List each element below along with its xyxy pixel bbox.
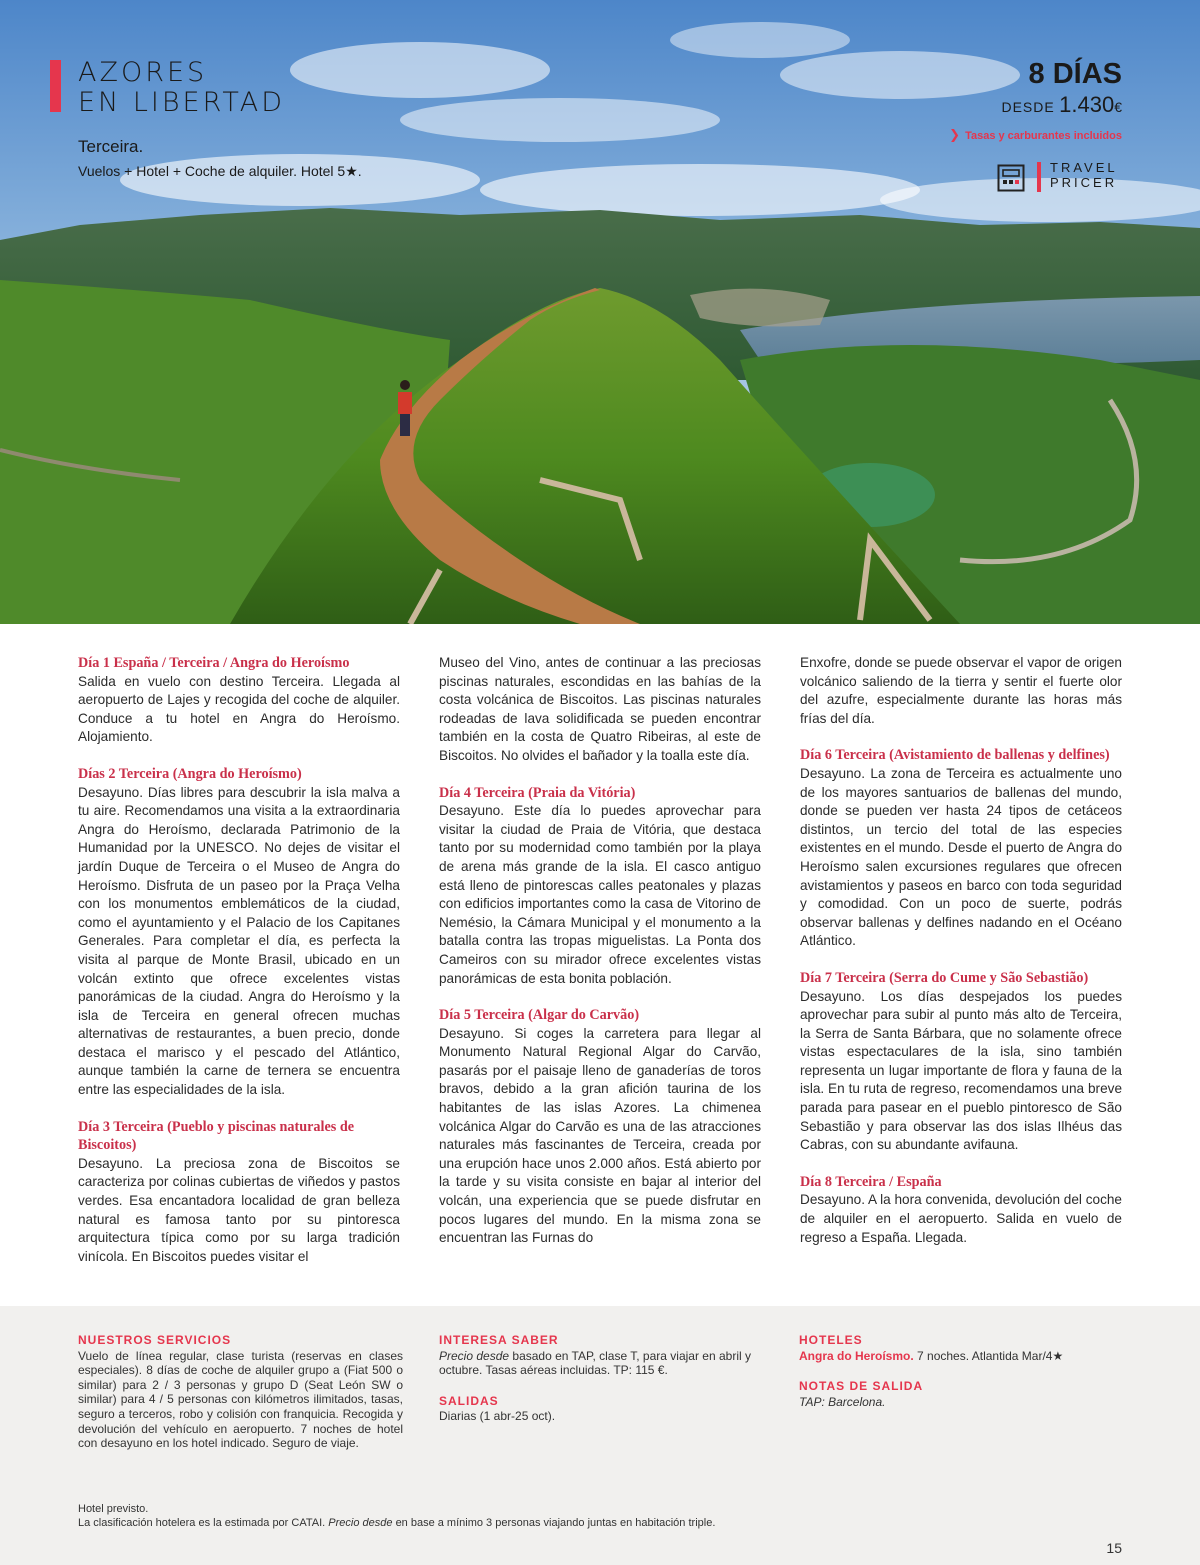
services-section bbox=[78, 1333, 403, 1451]
day-description: Salida en vuelo con destino Terceira. Llegada al aeropuerto de Lajes y recogida del coche de alquiler. Conduce a tu hotel en Angra do Heroísmo. Alojamiento. bbox=[78, 673, 400, 745]
price-from-label: Precio desde bbox=[439, 1348, 510, 1363]
itinerary-day-6 bbox=[800, 746, 1122, 951]
day-title: Día 3 Terceira (Pueblo y piscinas naturales de Biscoitos) bbox=[78, 1118, 355, 1154]
day-title: Día 4 Terceira (Praia da Vitória) bbox=[439, 784, 636, 801]
footer-price-from: Precio desde bbox=[328, 1517, 393, 1529]
itinerary-day-5-continued bbox=[800, 654, 1122, 728]
departure-notes-block bbox=[799, 1379, 1129, 1409]
day-description: Desayuno. Este día lo puedes aprovechar para visitar la ciudad de Praia de Vitória, que destaca tanto por su modernidad como también por la playa de arena más grande de la isla. El casco antiguo está lleno de pintorescas calles peatonales y plazas con edificios importantes como la casa de Vitorino de Nemésio, la Cámara Municipal y el monumento a la batalla contra las tropas miguelistas. La Ponta dos Cameiros con su mirador ofrece excelentes vistas panorámicas de esta bonita población. bbox=[439, 803, 761, 986]
taxes-note bbox=[949, 127, 1122, 143]
departure-notes-heading: NOTAS DE SALIDA bbox=[799, 1379, 924, 1394]
day-description-continued: Enxofre, donde se puede observar el vapor de origen volcánico saliendo de la tierra y sentir el fuerte olor del azufre, especialmente durante las horas más frías del día. bbox=[800, 655, 1122, 726]
hotel-city: Angra do Heroísmo. bbox=[799, 1348, 914, 1363]
title-text bbox=[78, 58, 438, 118]
travel-pricer-text bbox=[1050, 160, 1118, 190]
day-description: Desayuno. A la hora convenida, devolución del coche de alquiler en el aeropuerto. Salida en vuelo de regreso a España. Llegada. bbox=[800, 1192, 1122, 1245]
day-title: Día 5 Terceira (Algar do Carvão) bbox=[439, 1007, 640, 1024]
itinerary-column-3 bbox=[800, 654, 1122, 1265]
day-description: Desayuno. La zona de Terceira es actualmente uno de los mayores santuarios de ballenas del mundo, donde se pueden ver hasta 24 tipos de cetáceos distintos, un tercio del total de las especies existentes en el mundo. Desde el puerto de Angra do Heroísmo salen excursiones regulares que ofrecen avistamientos y paseos en barco con toda seguridad y comodidad. Con un poco de suerte, podrás observar ballenas y delfines nadando en el Océano Atlántico. bbox=[800, 765, 1122, 949]
footer-line-2 bbox=[78, 1516, 715, 1530]
itinerary-day-8 bbox=[800, 1173, 1122, 1247]
salidas-block bbox=[439, 1394, 769, 1424]
services-text: Vuelo de línea regular, clase turista (reservas en clases especiales). 8 días de coche de alquiler grupo a (Fiat 500 o similar) para 2 / 3 personas y grupo D (Seat León SW o similar) para 4 / 5 personas con kilómetros ilimitados, tasas, seguro a terceros, robo y colisión con franquicia. Recogida y devolución del vehículo en aeropuerto. 7 noches de hotel con desayuno en los hotel indicado. Seguro de viaje. bbox=[78, 1348, 403, 1451]
taxes-note-text: Tasas y carburantes incluidos bbox=[965, 130, 1122, 142]
itinerary-day-4 bbox=[439, 784, 761, 989]
title-line-2: EN LIBERTAD bbox=[78, 87, 286, 118]
hotels-section bbox=[799, 1333, 1129, 1425]
itinerary-day-3 bbox=[78, 1118, 400, 1267]
interesa-saber-section bbox=[439, 1333, 769, 1440]
title-accent-bar bbox=[50, 60, 61, 112]
day-description: Desayuno. Los días despejados los puedes aprovechar para subir al punto más alto de Terceira, la Serra de Santa Bárbara, que no solamente ofrece vistas espectaculares de la isla, sino también representa un lugar importante de flora y fauna de la isla. En tu ruta de regreso, recomendamos una breve parada para pasear en el pueblo pintoresco de São Sebastião y para observar las dos islas Ilhéus das Cabras, con su abundante avifauna. bbox=[800, 988, 1122, 1153]
title-line-1: AZORES bbox=[78, 57, 208, 88]
services-heading: NUESTROS SERVICIOS bbox=[78, 1333, 232, 1347]
calculator-icon bbox=[997, 164, 1025, 192]
footer-notes bbox=[78, 1502, 715, 1530]
itinerary-column-1 bbox=[78, 654, 400, 1284]
travel-pricer-line-1: TRAVEL bbox=[1050, 160, 1118, 175]
interesa-saber-body: basado en TAP, clase T, para viajar en abril y octubre. Tasas aéreas incluidas. TP: 115 €. bbox=[439, 1348, 751, 1378]
salidas-text: Diarias (1 abr-25 oct). bbox=[439, 1409, 556, 1424]
day-description: Desayuno. Si coges la carretera para llegar al Monumento Natural Regional Algar do Carvão, pasarás por el paisaje lleno de ganaderías de toros bravos, debido a la gran afición taurina de los habitantes de las islas Azores. La chimenea volcánica Algar do Carvão es una de las atracciones naturales más fascinantes de Terceira, creada por una erupción hace unos 2.000 años. Está abierto por la tarde y su visita consiste en bajar al interior del volcán, una experiencia que se puede disfrutar en pocos lugares del mundo. En la misma zona se encuentran las Furnas do bbox=[439, 1025, 761, 1246]
travel-pricer-line-2: PRICER bbox=[1050, 175, 1118, 190]
day-title: Días 2 Terceira (Angra do Heroísmo) bbox=[78, 765, 302, 782]
day-description-continued: Museo del Vino, antes de continuar a las preciosas piscinas naturales, escondidas en las bahías de la costa volcánica de Biscoitos. Las piscinas naturales rodeadas de lava solidificada se pueden encontrar también en la costa de Quatro Ribeiras, al este de Biscoitos. No olvides el bañador y la toalla este día. bbox=[439, 655, 761, 763]
itinerary-day-2 bbox=[78, 765, 400, 1100]
price-block bbox=[1001, 92, 1122, 118]
hotels-text bbox=[799, 1349, 1129, 1364]
hotels-block bbox=[799, 1333, 1129, 1363]
footer-line-2-end: en base a mínimo 3 personas viajando juntas en habitación triple. bbox=[395, 1517, 716, 1529]
day-title: Día 8 Terceira / España bbox=[800, 1173, 942, 1190]
interesa-saber-heading: INTERESA SABER bbox=[439, 1333, 559, 1347]
package-description: Vuelos + Hotel + Coche de alquiler. Hotel 5★. bbox=[78, 163, 362, 179]
salidas-heading: SALIDAS bbox=[439, 1393, 499, 1408]
footer-line-2-start: La clasificación hotelera es la estimada por CATAI. bbox=[78, 1517, 326, 1529]
price-prefix: DESDE bbox=[1001, 99, 1055, 115]
page-number: 15 bbox=[1106, 1540, 1122, 1556]
departure-notes-text bbox=[799, 1395, 1129, 1410]
day-description: Desayuno. La preciosa zona de Biscoitos se caracteriza por colinas cubiertas de viñedos y pastos verdes. Esa encantadora localidad de gran belleza natural es famosa tanto por su pintoresca arquitectura típica como por su larga tradición vinícola. En Biscoitos puedes visitar el bbox=[78, 1155, 400, 1264]
hotels-heading: HOTELES bbox=[799, 1333, 863, 1347]
day-title: Día 1 España / Terceira / Angra do Heroísmo bbox=[78, 655, 350, 671]
day-title: Día 6 Terceira (Avistamiento de ballenas y delfines) bbox=[800, 747, 1110, 764]
price-amount: 1.430 bbox=[1059, 92, 1115, 117]
itinerary-column-2 bbox=[439, 654, 761, 1266]
destination-subtitle: Terceira. bbox=[78, 137, 144, 156]
hero-image bbox=[0, 0, 1200, 624]
travel-pricer-accent-bar bbox=[1037, 162, 1041, 192]
footer-line-1: Hotel previsto. bbox=[78, 1503, 149, 1515]
hotel-details: 7 noches. Atlantida Mar/4★ bbox=[917, 1348, 1064, 1363]
departure-notes-body: TAP: Barcelona. bbox=[799, 1394, 886, 1409]
trip-duration: 8 DÍAS bbox=[1028, 58, 1122, 90]
interesa-saber-text bbox=[439, 1349, 769, 1378]
itinerary-day-5 bbox=[439, 1006, 761, 1248]
itinerary-day-3-continued bbox=[439, 654, 761, 766]
itinerary-day-7 bbox=[800, 969, 1122, 1155]
chevron-right-icon: ❯ bbox=[949, 127, 961, 142]
price-currency: € bbox=[1114, 99, 1122, 115]
itinerary-day-1 bbox=[78, 654, 400, 747]
interesa-saber-block bbox=[439, 1333, 769, 1378]
travel-pricer-logo bbox=[997, 160, 1127, 196]
day-description: Desayuno. Días libres para descubrir la isla malva a tu aire. Recomendamos una visita a la extraordinaria Angra do Heroísmo, declarada Patrimonio de la Humanidad por la UNESCO. No dejes de visitar el jardín Duque de Terceira o el Museo de Angra do Heroísmo. Disfruta de un paseo por la Praça Velha con los monumentos emblemáticos de la ciudad, como el ayuntamiento y el Palacio de los Capitanes Generales. Para completar el día, es perfecta la visita al parque de Monte Brasil, ubicado en un volcán extinto que ofrece excelentes vistas panorámicas de la ciudad. Angra do Heroísmo y la isla de Terceira en general ofrecen muchas alternativas de restaurantes, a buen precio, donde destaca el marisco y el pescado del Atlántico, aunque también la carne de ternera se encuentra entre las especialidades de la isla. bbox=[78, 784, 400, 1098]
day-title: Día 7 Terceira (Serra do Cume y São Sebastião) bbox=[800, 969, 1089, 986]
